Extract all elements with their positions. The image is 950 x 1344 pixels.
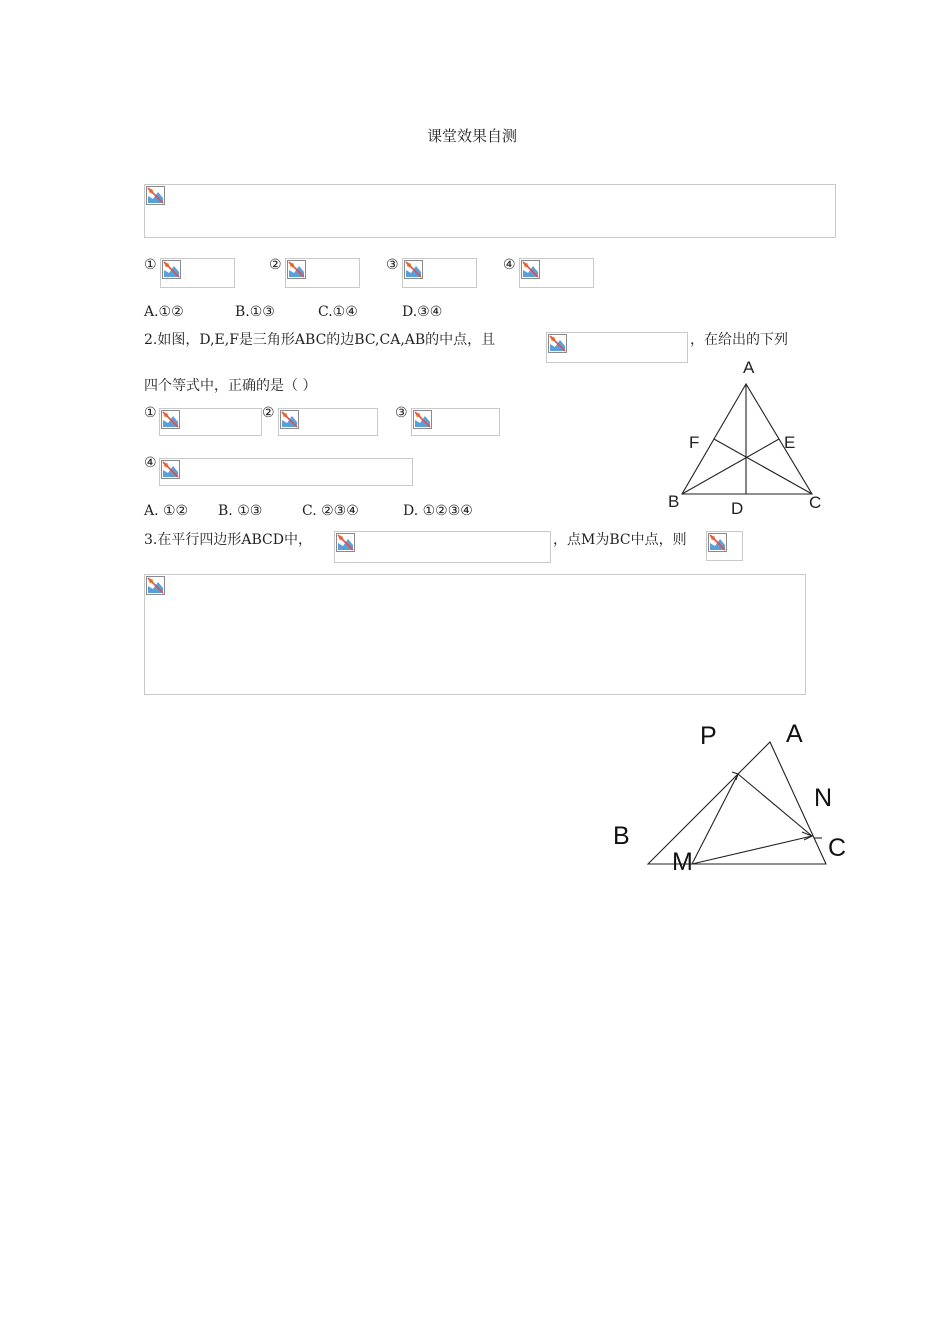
- q3-text-prefix: 3.在平行四边形ABCD中，: [144, 532, 312, 548]
- label-e: E: [784, 433, 796, 452]
- q1-formula-4: [519, 258, 594, 288]
- q1-formula-3: [402, 258, 477, 288]
- q1-formula-1: [160, 258, 235, 288]
- parallelogram-vector-figure: [600, 712, 870, 882]
- q1-mark-4: ④: [503, 257, 516, 273]
- q2-option-b: B. ①③: [218, 503, 263, 519]
- vector-mp: [692, 774, 738, 864]
- q1-mark-2: ②: [269, 257, 282, 273]
- label-d: D: [731, 499, 744, 518]
- label-m: M: [672, 848, 693, 876]
- broken-image-icon: [161, 460, 180, 479]
- q3-result-image: [706, 531, 743, 561]
- q2-mark-3: ③: [395, 405, 408, 421]
- q2-mark-2: ②: [262, 405, 275, 421]
- label-f: F: [689, 433, 700, 452]
- q2-option-d: D. ①②③④: [403, 503, 473, 519]
- page-title: 课堂效果自测: [427, 127, 518, 145]
- question-1-image: [144, 184, 836, 238]
- q2-formula-4: [159, 458, 413, 486]
- label-a: A: [786, 720, 803, 748]
- broken-image-icon: [708, 533, 727, 552]
- broken-image-icon: [162, 260, 181, 279]
- label-b: B: [613, 822, 630, 850]
- q2-text-suffix: ，在给出的下列: [690, 332, 788, 348]
- q2-option-c: C. ②③④: [302, 503, 359, 519]
- vector-mn: [692, 836, 812, 864]
- broken-image-icon: [287, 260, 306, 279]
- broken-image-icon: [280, 410, 299, 429]
- question-3-image: [144, 574, 806, 695]
- q3-condition-image: [334, 531, 551, 563]
- label-n: N: [814, 784, 833, 812]
- q2-text-line2: 四个等式中，正确的是（ ）: [144, 378, 317, 394]
- q1-option-c: C.①④: [318, 304, 358, 320]
- q2-option-a: A. ①②: [144, 503, 189, 519]
- q1-formula-2: [285, 258, 360, 288]
- label-p: P: [700, 722, 717, 750]
- q2-text-prefix: 2.如图，D,E,F是三角形ABC的边BC,CA,AB的中点，且: [144, 332, 496, 348]
- vector-pn: [738, 774, 812, 836]
- broken-image-icon: [146, 186, 165, 205]
- q2-formula-1: [159, 408, 262, 436]
- q1-option-d: D.③④: [402, 304, 443, 320]
- q1-option-a: A.①②: [144, 304, 184, 320]
- broken-image-icon: [548, 334, 567, 353]
- label-c: C: [828, 834, 847, 862]
- broken-image-icon: [336, 533, 355, 552]
- q1-option-b: B.①③: [235, 304, 275, 320]
- label-a: A: [743, 358, 755, 377]
- q2-mark-4: ④: [144, 455, 157, 471]
- label-b: B: [668, 492, 680, 511]
- triangle-abc-figure: [660, 352, 840, 522]
- broken-image-icon: [146, 576, 165, 595]
- q2-mark-1: ①: [144, 405, 157, 421]
- broken-image-icon: [521, 260, 540, 279]
- q1-mark-3: ③: [386, 257, 399, 273]
- label-c: C: [809, 493, 822, 512]
- triangle-bac: [648, 742, 826, 864]
- q1-mark-1: ①: [144, 257, 157, 273]
- q3-text-middle: ，点M为BC中点，则: [553, 532, 687, 548]
- q2-formula-3: [411, 408, 500, 436]
- broken-image-icon: [404, 260, 423, 279]
- broken-image-icon: [161, 410, 180, 429]
- q2-formula-2: [278, 408, 378, 436]
- broken-image-icon: [413, 410, 432, 429]
- median-cf: [714, 439, 812, 494]
